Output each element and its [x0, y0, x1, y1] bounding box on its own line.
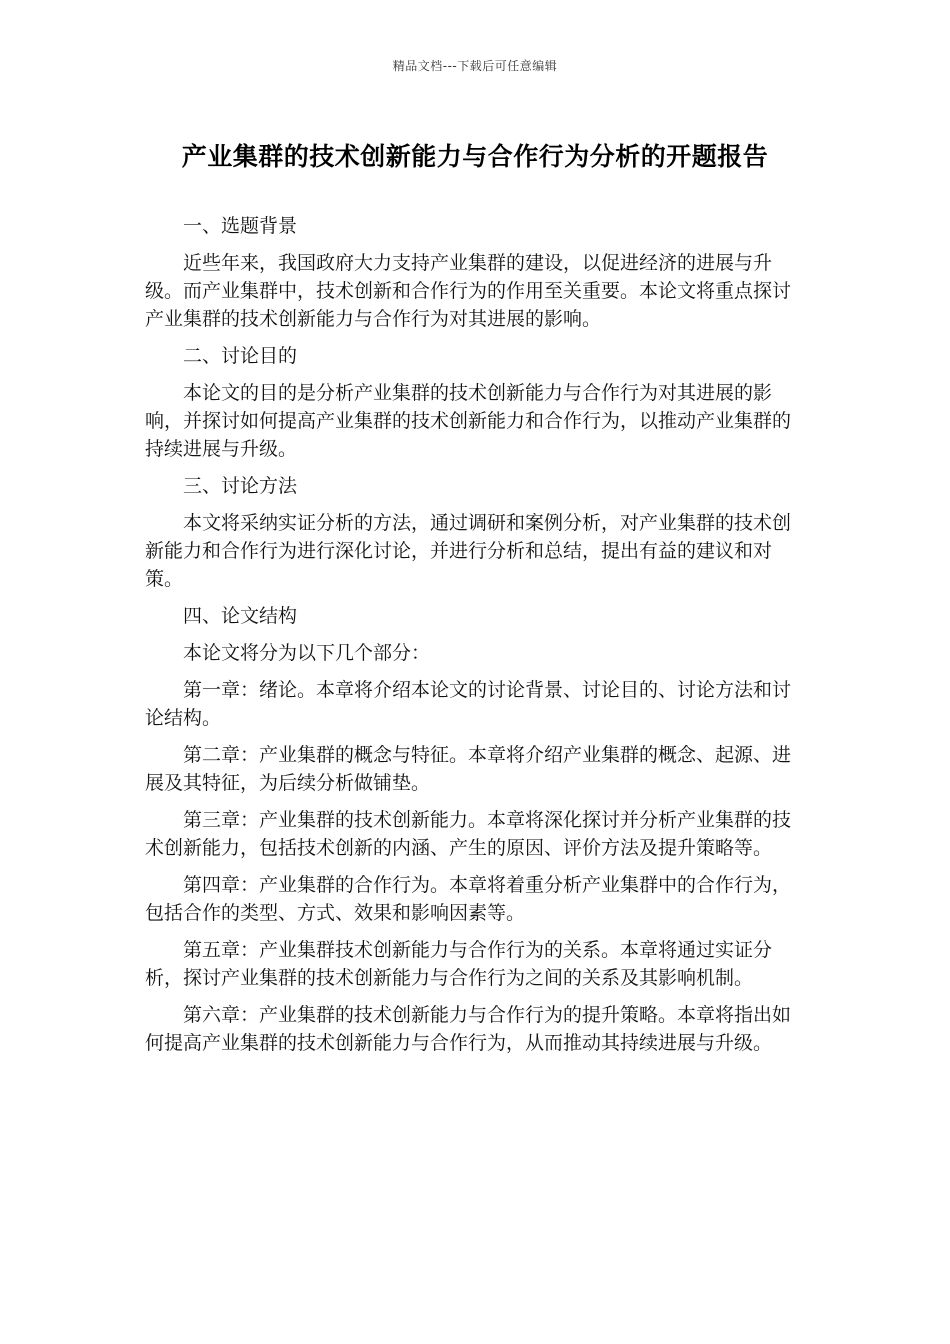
paragraph-chapter-2: 第二章：产业集群的概念与特征。本章将介绍产业集群的概念、起源、进展及其特征，为后续分析做铺垫。: [145, 744, 792, 794]
paragraph-structure-intro: 本论文将分为以下几个部分：: [183, 642, 431, 664]
section-heading-background: 一、选题背景: [183, 215, 298, 237]
document-body: [145, 212, 795, 1066]
section-heading-purpose: 二、讨论目的: [183, 345, 298, 367]
paragraph-background: 近些年来，我国政府大力支持产业集群的建设，以促进经济的进展与升级。而产业集群中，技术创新和合作行为的作用至关重要。本论文将重点探讨产业集群的技术创新能力与合作行为对其进展的影响。: [145, 252, 792, 330]
section-heading-structure: 四、论文结构: [183, 605, 298, 627]
section-heading-method: 三、讨论方法: [183, 475, 298, 497]
paragraph-chapter-6: 第六章：产业集群的技术创新能力与合作行为的提升策略。本章将指出如何提高产业集群的技术创新能力与合作行为，从而推动其持续进展与升级。: [145, 1004, 792, 1054]
paragraph-chapter-4: 第四章：产业集群的合作行为。本章将着重分析产业集群中的合作行为，包括合作的类型、方式、效果和影响因素等。: [145, 874, 792, 924]
paragraph-chapter-5: 第五章：产业集群技术创新能力与合作行为的关系。本章将通过实证分析，探讨产业集群的技术创新能力与合作行为之间的关系及其影响机制。: [145, 939, 773, 989]
paragraph-purpose: 本论文的目的是分析产业集群的技术创新能力与合作行为对其进展的影响，并探讨如何提高产业集群的技术创新能力和合作行为，以推动产业集群的持续进展与升级。: [145, 382, 792, 460]
document-title: 产业集群的技术创新能力与合作行为分析的开题报告: [181, 142, 769, 171]
paragraph-method: 本文将采纳实证分析的方法，通过调研和案例分析，对产业集群的技术创新能力和合作行为进行深化讨论，并进行分析和总结，提出有益的建议和对策。: [145, 512, 792, 590]
header-note: 精品文档---下载后可任意编辑: [392, 59, 558, 73]
paragraph-chapter-3: 第三章：产业集群的技术创新能力。本章将深化探讨并分析产业集群的技术创新能力，包括技术创新的内涵、产生的原因、评价方法及提升策略等。: [145, 809, 792, 859]
paragraph-chapter-1: 第一章：绪论。本章将介绍本论文的讨论背景、讨论目的、讨论方法和讨论结构。: [145, 679, 792, 729]
